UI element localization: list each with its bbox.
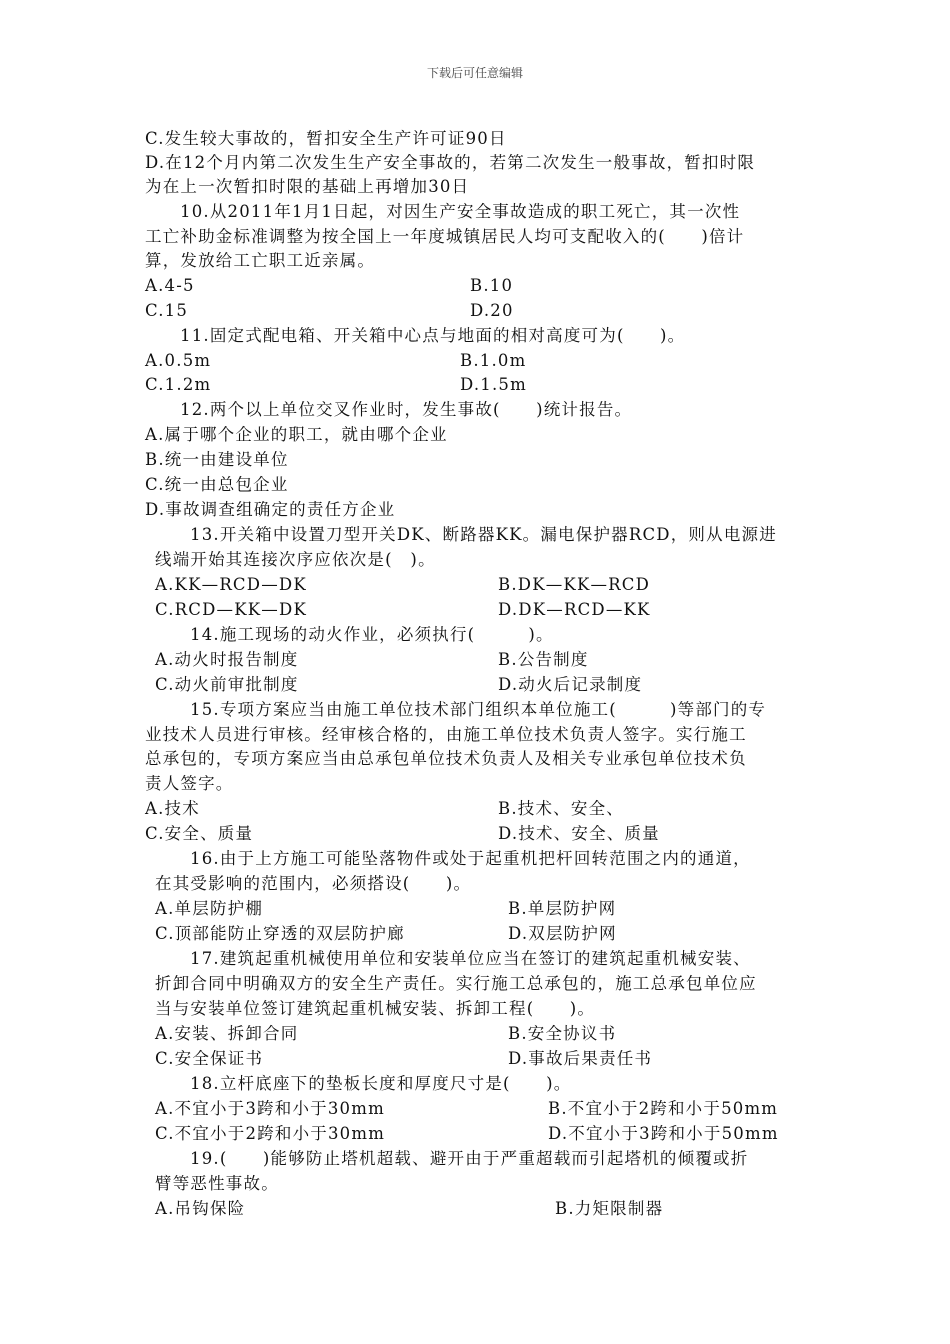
option-b: B.10 [470,276,514,295]
option-b: B.单层防护网 [508,899,617,918]
question-15: 15.专项方案应当由施工单位技术部门组织本单位施工( )等部门的专 [190,700,767,719]
question-18: 18.立杆底座下的垫板长度和厚度尺寸是( )。 [190,1074,572,1093]
option-b: B.1.0m [460,351,527,370]
option-c: C.1.2m [145,375,212,394]
text-line: 当与安装单位签订建筑起重机械安装、拆卸工程( )。 [155,999,596,1018]
text-line: 总承包的，专项方案应当由总承包单位技术负责人及相关专业承包单位技术负 [145,749,747,768]
option-d: D.事故调查组确定的责任方企业 [145,500,396,519]
option-a: A.KK—RCD—DK [155,575,307,594]
option-a: A.动火时报告制度 [155,650,299,669]
option-d: D.动火后记录制度 [498,675,643,694]
option-c: C.安全保证书 [155,1049,264,1068]
option-a: A.不宜小于3跨和小于30mm [155,1099,385,1118]
option-b: B.DK—KK—RCD [498,575,651,594]
option-c: C.顶部能防止穿透的双层防护廊 [155,924,405,943]
option-line: D.在12个月内第二次发生生产安全事故的，若第二次发生一般事故，暂扣时限 [145,153,756,172]
question-13: 13.开关箱中设置刀型开关DK、断路器KK。漏电保护器RCD，则从电源进 [190,525,777,544]
option-c: C.安全、质量 [145,824,254,843]
option-b: B.力矩限制器 [555,1199,664,1218]
option-c: C.RCD—KK—DK [155,600,307,619]
text-line: 工亡补助金标准调整为按全国上一年度城镇居民人均可支配收入的( )倍计 [145,227,745,246]
text-line: 在其受影响的范围内，必须搭设( )。 [155,874,472,893]
option-d: D.双层防护网 [508,924,617,943]
question-19: 19.( )能够防止塔机超载、避开由于严重超载而引起塔机的倾覆或折 [190,1149,749,1168]
option-b: B.不宜小于2跨和小于50mm [548,1099,779,1118]
question-11: 11.固定式配电箱、开关箱中心点与地面的相对高度可为( )。 [180,326,686,345]
question-16: 16.由于上方施工可能坠落物件或处于起重机把杆回转范围之内的通道， [190,849,751,868]
option-d: D.不宜小于3跨和小于50mm [548,1124,779,1143]
option-a: A.单层防护棚 [155,899,264,918]
text-line: 线端开始其连接次序应依次是( )。 [155,550,436,569]
option-b: B.公告制度 [498,650,589,669]
option-a: A.属于哪个企业的职工，就由哪个企业 [145,425,448,444]
option-a: A.技术 [145,799,200,818]
option-a: A.吊钩保险 [155,1199,246,1218]
text-line: 责人签字。 [145,774,234,793]
option-d: D.事故后果责任书 [508,1049,653,1068]
option-d: D.1.5m [460,375,527,394]
question-10: 10.从2011年1月1日起，对因生产安全事故造成的职工死亡，其一次性 [180,202,741,221]
option-a: A.4-5 [145,276,195,295]
text-line: 算，发放给工亡职工近亲属。 [145,251,376,270]
option-d: D.20 [470,301,514,320]
option-b: B.技术、安全、 [498,799,624,818]
option-c: C.动火前审批制度 [155,675,299,694]
option-d: D.技术、安全、质量 [498,824,660,843]
question-17: 17.建筑起重机械使用单位和安装单位应当在签订的建筑起重机械安装、 [190,949,751,968]
page-header-note: 下载后可任意编辑 [426,66,523,80]
option-a: A.0.5m [145,351,212,370]
text-line: 为在上一次暂扣时限的基础上再增加30日 [145,177,470,196]
question-14: 14.施工现场的动火作业，必须执行( )。 [190,625,554,644]
option-c: C.不宜小于2跨和小于30mm [155,1124,386,1143]
option-line: C.发生较大事故的，暂扣安全生产许可证90日 [145,129,507,148]
option-c: C.15 [145,301,189,320]
option-b: B.统一由建设单位 [145,450,289,469]
option-a: A.安装、拆卸合同 [155,1024,299,1043]
option-c: C.统一由总包企业 [145,475,289,494]
option-b: B.安全协议书 [508,1024,617,1043]
option-d: D.DK—RCD—KK [498,600,651,619]
text-line: 臂等恶性事故。 [155,1174,279,1193]
question-12: 12.两个以上单位交叉作业时，发生事故( )统计报告。 [180,400,633,419]
text-line: 业技术人员进行审核。经审核合格的，由施工单位技术负责人签字。实行施工 [145,725,747,744]
text-line: 折卸合同中明确双方的安全生产责任。实行施工总承包的，施工总承包单位应 [155,974,757,993]
